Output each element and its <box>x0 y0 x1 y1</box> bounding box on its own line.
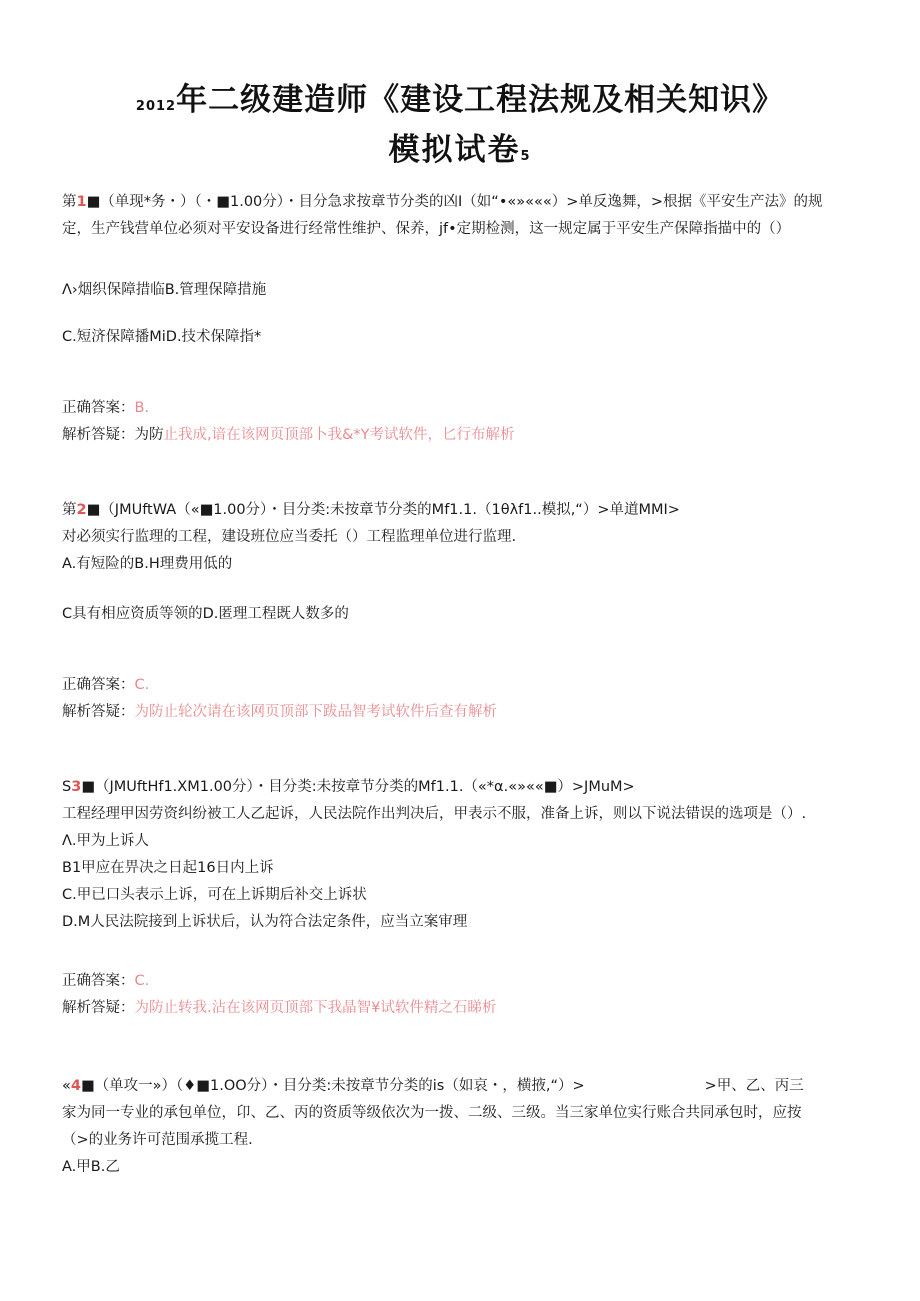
question-2-options-row2: C具有相应资质等领的D.匿理工程既人数多的 <box>62 606 349 622</box>
question-3-text: 工程经理甲因劳资纠纷被工人乙起诉，人民法院作出判决后，甲表示不服，准备上诉，则以下说法错误的选项是（）. <box>62 806 807 822</box>
question-1-explanation: 解析答疑：为防止我成,谙在该网页顶部卜我&*Y考试软件，匕行布解析 <box>62 427 515 443</box>
question-2-explanation: 解析答疑：为防止轮次请在该网页顶部下跋品智考试软件后查有解析 <box>62 704 497 720</box>
document-title-line2 <box>0 124 920 169</box>
title-subtitle: 模拟试卷 <box>388 132 521 168</box>
answer-value: C. <box>134 973 150 989</box>
question-3-option-c: C.甲已口头表示上诉，可在上诉期后补交上诉状 <box>62 887 367 903</box>
question-3-option-a: Λ.甲为上诉人 <box>62 833 150 849</box>
question-number: 4 <box>70 1078 81 1094</box>
explanation-link[interactable]: 止我成,谙在该网页顶部卜我&*Y考试软件，匕行布解析 <box>163 427 515 443</box>
question-1-options-row2: C.短济保障播MiD.技术保障指* <box>62 329 262 345</box>
question-4-options-row1: A.甲B.乙 <box>62 1159 120 1175</box>
question-1-answer: 正确答案：B. <box>62 400 150 416</box>
question-number: 3 <box>71 779 82 795</box>
answer-value: B. <box>134 400 150 416</box>
question-1-header: 第1■（单现*务・）（・■1.00分）・目分急求按章节分类的凶I（如“•«»«««）>单反逸舞，>根据《平安生产法》的规 <box>62 194 823 210</box>
question-4 <box>62 1073 858 1181</box>
document-title-line1 <box>0 74 920 119</box>
question-3-option-b: B1甲应在畀决之日起16日内上诉 <box>62 860 274 876</box>
explanation-link[interactable]: 为防止转我.沾在该网页顶部下我晶智¥试软件精之石睇析 <box>134 1000 497 1016</box>
question-2 <box>62 497 858 578</box>
title-main: 年二级建造师《建设工程法规及相关知识》 <box>176 82 785 118</box>
title-suffix: 5 <box>520 149 532 164</box>
question-4-text-line2: 家为同一专业的承包单位，卬、乙、丙的资质等级依次为一拨、二级、三级。当三家单位实行账合共同承包时，应按 <box>62 1105 802 1121</box>
question-1-options-row1: Λ›烟织保障措临B.管理保障措施 <box>62 282 267 298</box>
question-2-header: 第2■（JMUftWA（«■1.00分）・目分类:未按章节分类的Mf1.1.（1θλf1..模拟,“）>单道MMI> <box>62 502 680 518</box>
question-3 <box>62 774 858 936</box>
title-year: 2012 <box>135 99 177 114</box>
question-3-explanation: 解析答疑：为防止转我.沾在该网页顶部下我晶智¥试软件精之石睇析 <box>62 1000 497 1016</box>
question-3-option-d: D.M人民法院接到上诉状后，认为符合法定条件，应当立案审理 <box>62 914 468 930</box>
question-2-text: 对必须实行监理的工程，建设班位应当委托（）工程监理单位进行监理. <box>62 529 517 545</box>
question-2-answer: 正确答案：C. <box>62 677 150 693</box>
question-3-header: S3■（JMUftHf1.XM1.00分）・目分类:未按章节分类的Mf1.1.（«*α.«»««■）>JMuM> <box>62 779 635 795</box>
question-1 <box>62 189 858 243</box>
answer-value: C. <box>134 677 150 693</box>
question-number: 2 <box>76 502 87 518</box>
question-1-text: 定，生产钱营单位必须对平安设备进行经常性维护、保养，jf•定期检测，这一规定属于平安生产保障指描中的（） <box>62 221 791 237</box>
explanation-link[interactable]: 为防止轮次请在该网页顶部下跋品智考试软件后查有解析 <box>134 704 497 720</box>
question-number: 1 <box>76 194 87 210</box>
question-2-options-row1: A.有短险的B.H理费用低的 <box>62 556 233 572</box>
question-4-header: «4■（单攻一»）（♦■1.OO分）・目分类:未按章节分类的is（如哀・，横掖,“）> >甲、乙、丙三 <box>62 1078 804 1094</box>
question-4-text-line3: （>的业务许可范围承揽工程. <box>62 1132 253 1148</box>
question-3-answer: 正确答案：C. <box>62 973 150 989</box>
